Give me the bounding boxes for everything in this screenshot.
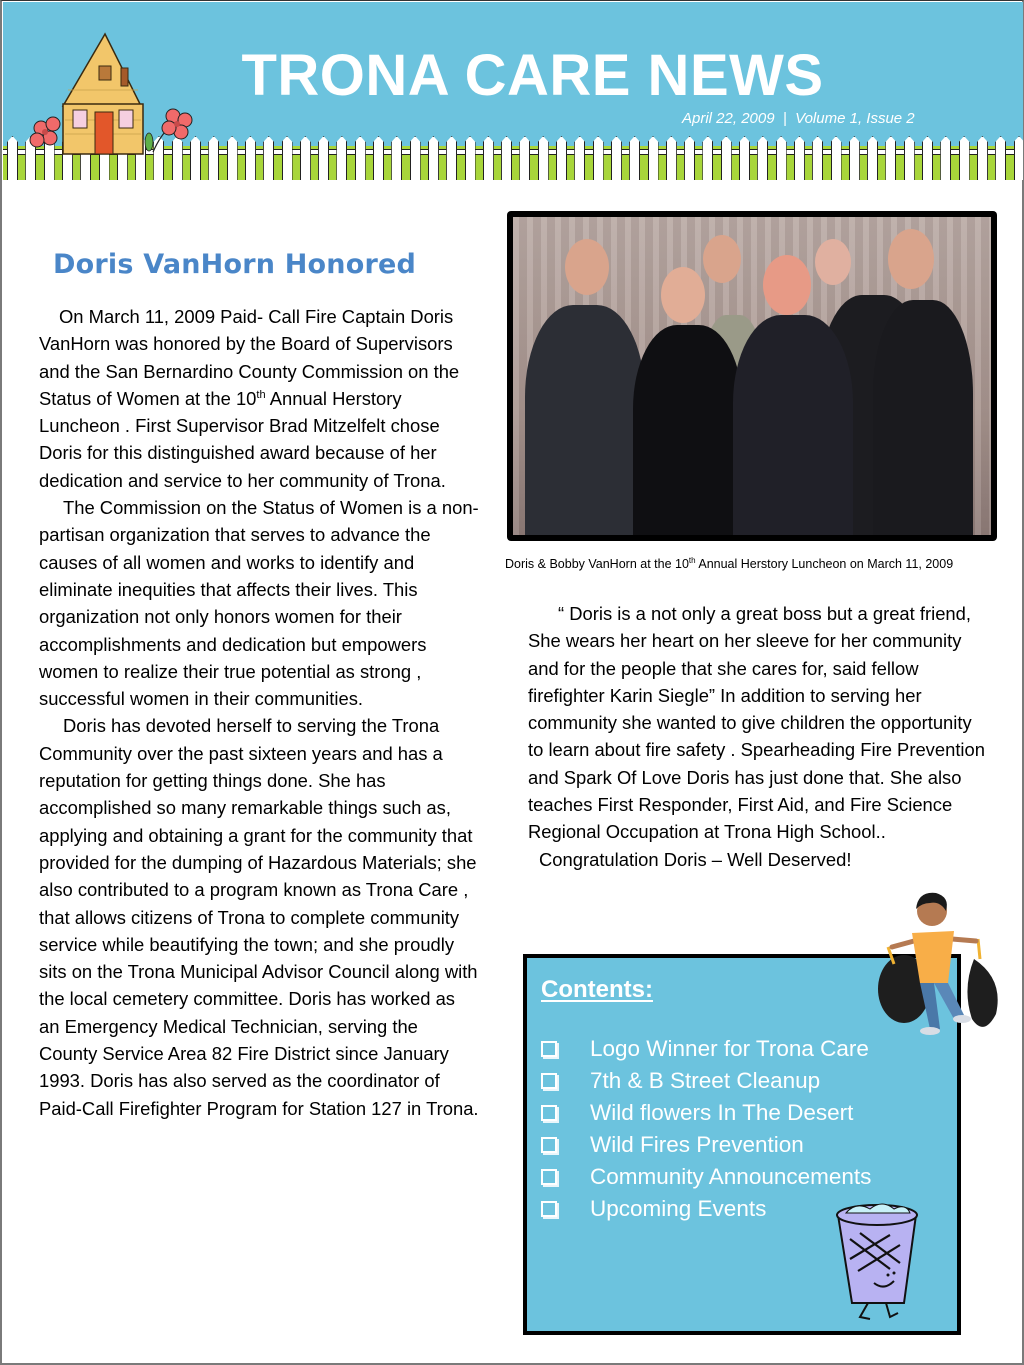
smiling-trash-bin-icon	[830, 1199, 925, 1324]
picket	[776, 136, 787, 180]
group-photo-frame	[507, 211, 997, 541]
picket	[885, 136, 896, 180]
checkbox-icon	[541, 1137, 557, 1153]
picket	[318, 136, 329, 180]
picket	[446, 136, 457, 180]
group-photo	[513, 217, 991, 535]
flower-icon	[30, 117, 60, 147]
picket	[831, 136, 842, 180]
picket	[922, 136, 933, 180]
quote-section	[528, 600, 988, 873]
picket	[1014, 136, 1024, 180]
contents-list	[541, 1033, 871, 1225]
checkbox-icon	[541, 1105, 557, 1121]
picket	[355, 136, 366, 180]
article-paragraph: On March 11, 2009 Paid- Call Fire Captain Doris VanHorn was honored by the Board of Supervisors and the San Bernardino County Commission on the Status of Women at the 10th Annual Herstory Luncheon . First Supervisor Brad Mitzelfelt chose Doris for this distinguished award because of her dedication and service to her community of Trona.	[39, 306, 460, 491]
picket	[227, 136, 238, 180]
picket	[410, 136, 421, 180]
checkbox-icon	[541, 1073, 557, 1089]
newsletter-title: TRONA CARE NEWS	[241, 43, 824, 108]
picket	[812, 136, 823, 180]
article-body	[39, 303, 479, 1122]
picket	[867, 136, 878, 180]
checkbox-icon	[541, 1201, 557, 1217]
picket	[721, 136, 732, 180]
picket	[977, 136, 988, 180]
picket	[666, 136, 677, 180]
picket	[263, 136, 274, 180]
picket	[538, 136, 549, 180]
picket	[593, 136, 604, 180]
picket	[904, 136, 915, 180]
contents-item[interactable]: Wild flowers In The Desert	[541, 1097, 871, 1129]
picket	[373, 136, 384, 180]
picket	[556, 136, 567, 180]
picket	[428, 136, 439, 180]
masthead-banner	[3, 2, 1023, 180]
picket	[940, 136, 951, 180]
picket	[336, 136, 347, 180]
picket	[739, 136, 750, 180]
photo-caption: Doris & Bobby VanHorn at the 10th Annual Herstory Luncheon on March 11, 2009	[505, 555, 954, 571]
contents-item[interactable]: Logo Winner for Trona Care	[541, 1033, 871, 1065]
picket	[794, 136, 805, 180]
article-paragraph: The Commission on the Status of Women is a non-partisan organization that serves to advance the causes of all women and works to identify and eliminate inequities that affects their lives. This organization not only honors women for their accomplishments and dedication but empowers women to realize their true potential as strong , successful women in their communities.	[39, 497, 479, 710]
picket	[300, 136, 311, 180]
picket	[574, 136, 585, 180]
contents-item[interactable]: Wild Fires Prevention	[541, 1129, 871, 1161]
picket	[757, 136, 768, 180]
picket	[849, 136, 860, 180]
picket	[483, 136, 494, 180]
picket	[629, 136, 640, 180]
congratulation-line: Congratulation Doris – Well Deserved!	[539, 848, 852, 870]
contents-item[interactable]: Upcoming Events	[541, 1193, 871, 1225]
picket	[208, 136, 219, 180]
kid-carrying-trash-bags-icon	[874, 889, 1006, 1037]
picket	[245, 136, 256, 180]
article-headline: Doris VanHorn Honored	[53, 249, 417, 280]
picket	[995, 136, 1006, 180]
picket	[648, 136, 659, 180]
checkbox-icon	[541, 1169, 557, 1185]
picket	[465, 136, 476, 180]
quote-paragraph: “ Doris is a not only a great boss but a great friend, She wears her heart on her sleeve for her community and for the people that she cares for, said fellow firefighter Karin Siegle” In addition to serving her community she wanted to give children the opportunity to learn about fire safety . Spearheading Fire Prevention and Spark Of Love Doris has just done that. She also teaches First Responder, First Aid, and Fire Science Regional Occupation at Trona High School..	[528, 603, 985, 843]
flower-icon	[145, 109, 192, 152]
picket	[959, 136, 970, 180]
checkbox-icon	[541, 1041, 557, 1057]
issue-date-line: April 22, 2009 | Volume 1, Issue 2	[682, 110, 915, 127]
picket	[519, 136, 530, 180]
contents-item[interactable]: 7th & B Street Cleanup	[541, 1065, 871, 1097]
picket	[611, 136, 622, 180]
picket	[684, 136, 695, 180]
picket	[391, 136, 402, 180]
article-paragraph: Doris has devoted herself to serving the Trona Community over the past sixteen years and has a reputation for getting things done. She has accomplished so many remarkable things such as, applying and obtaining a grant for the community that provided for the dumping of Hazardous Materials; she also contributed to a program known as Trona Care , that allows citizens of Trona to complete community service while beautifying the town; and she proudly sits on the Trona Municipal Advisor Council along with the local cemetery committee. Doris has worked as an Emergency Medical Technician, serving the County Service Area 82 Fire District since January 1993. Doris has also served as the coordinator of Paid-Call Firefighter Program for Station 127 in Trona.	[39, 715, 479, 1119]
picket	[7, 136, 18, 180]
contents-title: Contents:	[541, 976, 653, 1003]
contents-item[interactable]: Community Announcements	[541, 1161, 871, 1193]
picket	[282, 136, 293, 180]
picket	[501, 136, 512, 180]
picket	[702, 136, 713, 180]
